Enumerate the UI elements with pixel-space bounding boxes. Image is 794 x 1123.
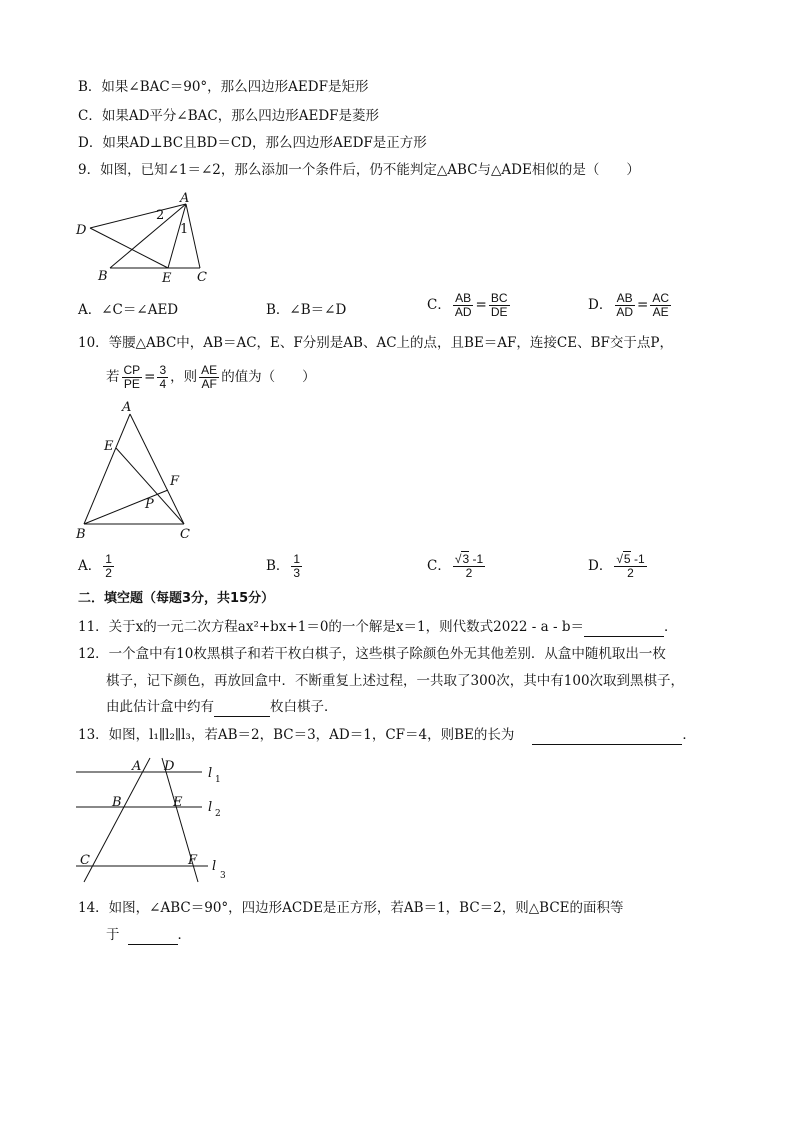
q12-line2: 棋子，记下颜色，再放回盒中．不断重复上述过程，一共取了300次，其中有100次取到黑棋子， (106, 673, 685, 689)
q12-answer-blank[interactable] (214, 700, 270, 717)
q9-option-b: B．∠B＝∠D (266, 302, 347, 318)
q9-stem: 9．如图，已知∠1＝∠2，那么添加一个条件后，仍不能判定△ABC与△ADE相似的是（ ） (78, 162, 640, 178)
q13-label-l3: l (212, 859, 217, 874)
q9-option-a: A．∠C＝∠AED (78, 302, 179, 318)
q9-option-d: D． $\frac{AB}{AD}$ = $\frac{AC}{AE}$ (588, 291, 669, 319)
q12-line3: 由此估计盒中约有 枚白棋子． (106, 699, 338, 715)
q13-label-sub2: 2 (215, 809, 221, 819)
q10-label-c: C (180, 527, 190, 542)
q10-label-p: P (145, 497, 154, 512)
q13-label-b: B (112, 795, 122, 810)
q9-label-b: B (98, 269, 108, 284)
q13-label-f: F (188, 853, 198, 868)
q10-label-a: A (122, 400, 132, 415)
q13-label-e: E (173, 795, 183, 810)
q13-label-sub3: 3 (220, 871, 226, 881)
q9-label-1: 1 (180, 222, 189, 237)
q13-label-l1: l (208, 766, 213, 781)
q9-d-frac2: $\frac{AC}{AE}$ (652, 291, 669, 319)
q9-label-2: 2 (156, 208, 165, 223)
q10-label-b: B (76, 527, 86, 542)
q10-option-c: C． $\frac{√3 -1}{2}$ (427, 552, 484, 580)
q13-label-a: A (132, 759, 142, 774)
q10-option-d: D． $\frac{√5 -1}{2}$ (588, 552, 645, 580)
q13-label-c: C (80, 853, 90, 868)
q11: 11．关于x的一元二次方程ax²+bx+1＝0的一个解是x＝1，则代数式2022 - a - b＝ ． (78, 619, 678, 635)
q13: 13．如图，l₁∥l₂∥l₃，若AB＝2，BC＝3，AD＝1，CF＝4，则BE的长为 ． (78, 727, 696, 743)
q12-line1: 12．一个盒中有10枚黑棋子和若干枚白棋子，这些棋子除颜色外无其他差别．从盒中随机取出一枚 (78, 646, 666, 662)
q14-line2: 于 ． (106, 927, 191, 943)
q14-answer-blank[interactable] (128, 928, 178, 945)
q9-c-frac2: $\frac{BC}{DE}$ (490, 291, 508, 319)
q10-label-f: F (170, 474, 180, 489)
q9-label-c: C (197, 270, 207, 284)
q13-label-l2: l (208, 800, 213, 815)
q10-condition: 若 $\frac{CP}{PE}$ = $\frac{3}{4}$ ，则 $\frac{AE}{AF}$ 的值为（ ） (106, 363, 316, 391)
q9-option-c: C． $\frac{AB}{AD}$ = $\frac{BC}{DE}$ (427, 291, 508, 319)
q8-option-c: C．如果AD平分∠BAC，那么四边形AEDF是菱形 (78, 108, 380, 124)
q11-answer-blank[interactable] (584, 620, 664, 637)
section-heading-fill-in: 二．填空题（每题3分，共15分） (78, 591, 275, 606)
q9-label-e: E (162, 271, 172, 284)
q10-stem: 10．等腰△ABC中，AB＝AC，E、F分别是AB、AC上的点，且BE＝AF，连接CE、BF交于点P， (78, 335, 673, 351)
q13-figure (72, 756, 242, 886)
q10-option-a: A． $\frac{1}{2}$ (78, 552, 112, 580)
q13-label-sub1: 1 (215, 775, 221, 785)
q13-answer-blank[interactable] (532, 728, 682, 745)
q9-c-frac1: $\frac{AB}{AD}$ (454, 291, 472, 319)
q10-label-e: E (104, 439, 114, 454)
q13-label-d: D (164, 759, 175, 774)
q9-label-a: A (180, 192, 190, 206)
q9-label-d: D (76, 223, 87, 238)
q8-option-b: B．如果∠BAC＝90°，那么四边形AEDF是矩形 (78, 79, 369, 95)
q10-option-b: B． $\frac{1}{3}$ (266, 552, 301, 580)
q9-d-frac1: $\frac{AB}{AD}$ (616, 291, 633, 319)
q14-line1: 14．如图，∠ABC＝90°，四边形ACDE是正方形，若AB＝1，BC＝2，则△BCE的面积等 (78, 900, 624, 916)
q8-option-d: D．如果AD⊥BC且BD＝CD，那么四边形AEDF是正方形 (78, 135, 427, 151)
q10-figure (72, 398, 202, 543)
q9-figure (74, 192, 214, 284)
